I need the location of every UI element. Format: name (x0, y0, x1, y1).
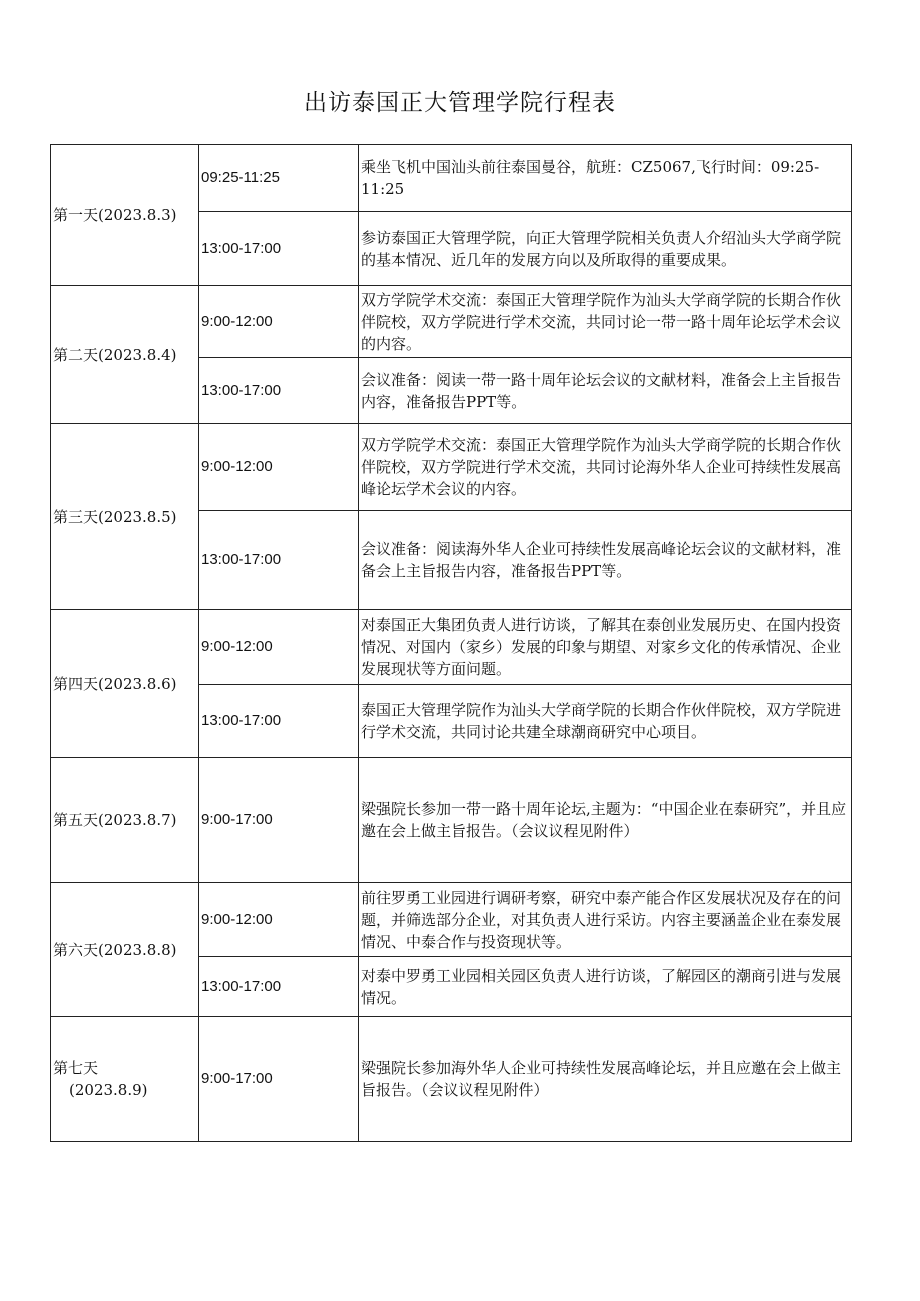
table-row (51, 610, 852, 685)
activity-cell: 会议准备：阅读海外华人企业可持续性发展高峰论坛会议的文献材料，准备会上主旨报告内容，准备报告PPT等。 (359, 511, 852, 610)
table-row (51, 758, 852, 883)
time-cell: 9:00-12:00 (199, 610, 359, 685)
activity-cell: 梁强院长参加一带一路十周年论坛,主题为：“中国企业在泰研究”，并且应邀在会上做主旨报告。（会议议程见附件） (359, 758, 852, 883)
time-cell: 9:00-17:00 (199, 1017, 359, 1142)
table-row (51, 286, 852, 358)
activity-cell: 双方学院学术交流：泰国正大管理学院作为汕头大学商学院的长期合作伙伴院校，双方学院进行学术交流，共同讨论一带一路十周年论坛学术会议的内容。 (359, 286, 852, 358)
day-cell: 第三天(2023.8.5) (51, 424, 199, 610)
activity-cell: 乘坐飞机中国汕头前往泰国曼谷，航班：CZ5067,飞行时间：09:25-11:25 (359, 145, 852, 212)
day-cell: 第二天(2023.8.4) (51, 286, 199, 424)
activity-cell: 对泰中罗勇工业园相关园区负责人进行访谈，了解园区的潮商引进与发展情况。 (359, 957, 852, 1017)
activity-cell: 参访泰国正大管理学院，向正大管理学院相关负责人介绍汕头大学商学院的基本情况、近几年的发展方向以及所取得的重要成果。 (359, 212, 852, 286)
time-cell: 13:00-17:00 (199, 511, 359, 610)
day-label: 第七天 (53, 1059, 99, 1077)
table-row (51, 145, 852, 212)
time-cell: 13:00-17:00 (199, 212, 359, 286)
activity-cell: 双方学院学术交流：泰国正大管理学院作为汕头大学商学院的长期合作伙伴院校，双方学院进行学术交流，共同讨论海外华人企业可持续性发展高峰论坛学术会议的内容。 (359, 424, 852, 511)
time-cell: 9:00-12:00 (199, 286, 359, 358)
day-cell: 第四天(2023.8.6) (51, 610, 199, 758)
day-date: (2023.8.9) (69, 1081, 148, 1099)
table-row (51, 1017, 852, 1142)
time-cell: 9:00-17:00 (199, 758, 359, 883)
day-cell: 第五天(2023.8.7) (51, 758, 199, 883)
activity-cell: 梁强院长参加海外华人企业可持续性发展高峰论坛，并且应邀在会上做主旨报告。（会议议程见附件） (359, 1017, 852, 1142)
time-cell: 13:00-17:00 (199, 358, 359, 424)
time-cell: 9:00-12:00 (199, 424, 359, 511)
time-cell: 09:25-11:25 (199, 145, 359, 212)
schedule-table (50, 144, 852, 1142)
activity-cell: 会议准备：阅读一带一路十周年论坛会议的文献材料，准备会上主旨报告内容，准备报告PPT等。 (359, 358, 852, 424)
time-cell: 13:00-17:00 (199, 685, 359, 758)
page-title: 出访泰国正大管理学院行程表 (304, 90, 616, 116)
day-cell (51, 1017, 199, 1142)
time-cell: 9:00-12:00 (199, 883, 359, 957)
activity-cell: 对泰国正大集团负责人进行访谈，了解其在泰创业发展历史、在国内投资情况、对国内（家乡）发展的印象与期望、对家乡文化的传承情况、企业发展现状等方面问题。 (359, 610, 852, 685)
day-cell: 第一天(2023.8.3) (51, 145, 199, 286)
time-cell: 13:00-17:00 (199, 957, 359, 1017)
day-cell: 第六天(2023.8.8) (51, 883, 199, 1017)
table-row (51, 424, 852, 511)
activity-cell: 泰国正大管理学院作为汕头大学商学院的长期合作伙伴院校，双方学院进行学术交流，共同讨论共建全球潮商研究中心项目。 (359, 685, 852, 758)
table-row (51, 883, 852, 957)
activity-cell: 前往罗勇工业园进行调研考察，研究中泰产能合作区发展状况及存在的问题，并筛选部分企业，对其负责人进行采访。内容主要涵盖企业在泰发展情况、中泰合作与投资现状等。 (359, 883, 852, 957)
